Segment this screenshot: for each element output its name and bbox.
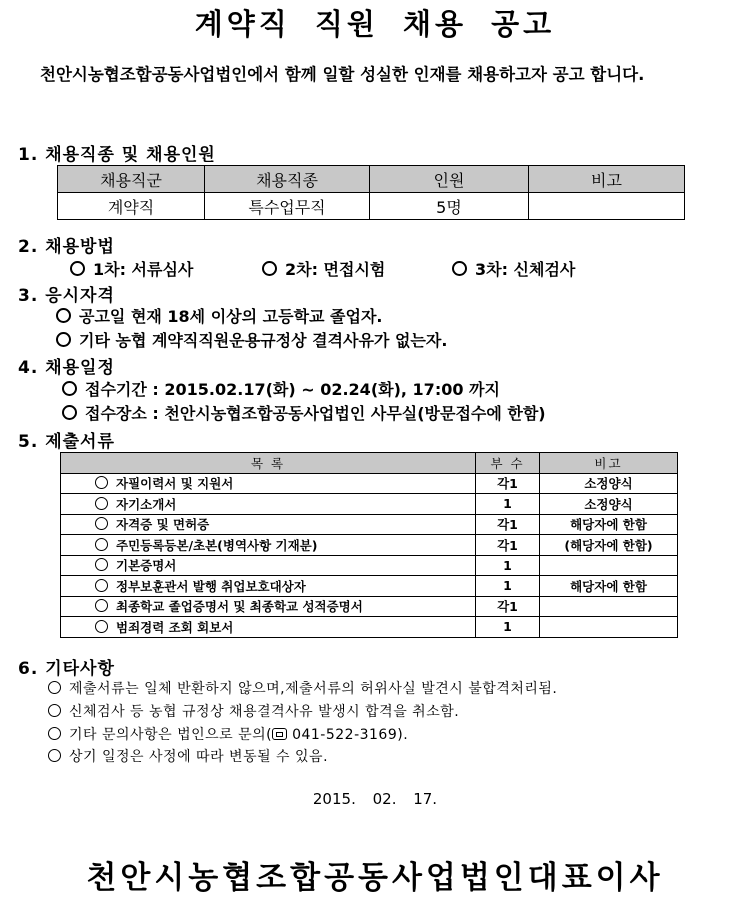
- document-note: 소정양식: [540, 473, 678, 494]
- circle-bullet-icon: [95, 579, 108, 592]
- document-count: 1: [476, 576, 540, 597]
- method-1: 1차: 서류심사: [70, 257, 193, 280]
- circle-bullet-icon: [95, 599, 108, 612]
- document-count: 1: [476, 555, 540, 576]
- document-note: [540, 555, 678, 576]
- table-row: [61, 555, 678, 576]
- circle-bullet-icon: [95, 476, 108, 489]
- table-row: [61, 535, 678, 556]
- section-heading-6: 6. 기타사항: [18, 659, 115, 679]
- circle-bullet-icon: [48, 727, 61, 740]
- section-heading-1: 1. 채용직종 및 채용인원: [18, 145, 216, 165]
- circle-bullet-icon: [62, 381, 77, 396]
- table-row: [61, 514, 678, 535]
- circle-bullet-icon: [262, 261, 277, 276]
- circle-bullet-icon: [70, 261, 85, 276]
- circle-bullet-icon: [48, 681, 61, 694]
- document-name: 정부보훈관서 발행 취업보호대상자: [61, 576, 476, 597]
- signature-line: 천안시농협조합공동사업법인대표이사: [86, 860, 664, 896]
- table-row: [61, 617, 678, 638]
- circle-bullet-icon: [56, 308, 71, 323]
- documents-table: [60, 452, 678, 638]
- recruitment-table: [57, 165, 685, 220]
- document-count: 각1: [476, 596, 540, 617]
- document-name: 주민등록등본/초본(병역사항 기재분): [61, 535, 476, 556]
- document-count: 1: [476, 617, 540, 638]
- document-name: 기본증명서: [61, 555, 476, 576]
- document-note: [540, 596, 678, 617]
- announcement-date: 2015. 02. 17.: [312, 790, 438, 808]
- document-name: 범죄경력 조회 회보서: [61, 617, 476, 638]
- table-row: [61, 596, 678, 617]
- circle-bullet-icon: [95, 517, 108, 530]
- intro-paragraph: 천안시농협조합공동사업법인에서 함께 일할 성실한 인재를 채용하고자 공고 합니다.: [40, 65, 645, 84]
- section-heading-5: 5. 제출서류: [18, 432, 115, 452]
- note-4: 상기 일정은 사정에 따라 변동될 수 있음.: [48, 746, 328, 766]
- circle-bullet-icon: [95, 538, 108, 551]
- circle-bullet-icon: [452, 261, 467, 276]
- document-count: 1: [476, 494, 540, 515]
- schedule-period: 접수기간 : 2015.02.17(화) ~ 02.24(화), 17:00 까지: [62, 377, 500, 400]
- header-cell: 비고: [540, 453, 678, 474]
- header-cell: 인원: [370, 166, 529, 193]
- section-heading-4: 4. 채용일정: [18, 358, 115, 378]
- document-note: 해당자에 한함: [540, 576, 678, 597]
- section-heading-2: 2. 채용방법: [18, 237, 115, 257]
- table-cell: [529, 193, 685, 220]
- document-count: 각1: [476, 514, 540, 535]
- table-cell: 5명: [370, 193, 529, 220]
- section-heading-3: 3. 응시자격: [18, 286, 115, 306]
- method-3: 3차: 신체검사: [452, 257, 575, 280]
- table-row: [61, 473, 678, 494]
- qualification-2: 기타 농협 계약직직원운용규정상 결격사유가 없는자.: [56, 328, 447, 351]
- document-count: 각1: [476, 473, 540, 494]
- note-3: 기타 문의사항은 법인으로 문의( 041-522-3169).: [48, 724, 408, 744]
- qualification-1: 공고일 현재 18세 이상의 고등학교 졸업자.: [56, 304, 383, 327]
- header-cell: 채용직종: [205, 166, 370, 193]
- circle-bullet-icon: [48, 704, 61, 717]
- header-cell: 채용직군: [58, 166, 205, 193]
- note-2: 신체검사 등 농협 규정상 채용결격사유 발생시 합격을 취소함.: [48, 701, 459, 721]
- table-row: [58, 193, 685, 220]
- header-cell: 비고: [529, 166, 685, 193]
- header-cell: 부 수: [476, 453, 540, 474]
- circle-bullet-icon: [56, 332, 71, 347]
- circle-bullet-icon: [95, 558, 108, 571]
- note-1: 제출서류는 일체 반환하지 않으며,제출서류의 허위사실 발견시 불합격처리됨.: [48, 678, 557, 698]
- table-header-row: [58, 166, 685, 193]
- table-header-row: [61, 453, 678, 474]
- document-count: 각1: [476, 535, 540, 556]
- document-name: 자기소개서: [61, 494, 476, 515]
- document-name: 자필이력서 및 지원서: [61, 473, 476, 494]
- table-row: [61, 494, 678, 515]
- header-cell: 목 록: [61, 453, 476, 474]
- document-note: [540, 617, 678, 638]
- table-cell: 계약직: [58, 193, 205, 220]
- table-row: [61, 576, 678, 597]
- method-2: 2차: 면접시험: [262, 257, 385, 280]
- circle-bullet-icon: [95, 620, 108, 633]
- schedule-location: 접수장소 : 천안시농협조합공동사업법인 사무실(방문접수에 한함): [62, 401, 546, 424]
- document-name: 최종학교 졸업증명서 및 최종학교 성적증명서: [61, 596, 476, 617]
- document-note: 해당자에 한함: [540, 514, 678, 535]
- table-cell: 특수업무직: [205, 193, 370, 220]
- document-note: 소정양식: [540, 494, 678, 515]
- document-name: 자격증 및 면허증: [61, 514, 476, 535]
- telephone-icon: [272, 728, 287, 740]
- circle-bullet-icon: [62, 405, 77, 420]
- page-title: 계약직 직원 채용 공고: [194, 7, 556, 41]
- circle-bullet-icon: [48, 749, 61, 762]
- circle-bullet-icon: [95, 497, 108, 510]
- document-note: (해당자에 한함): [540, 535, 678, 556]
